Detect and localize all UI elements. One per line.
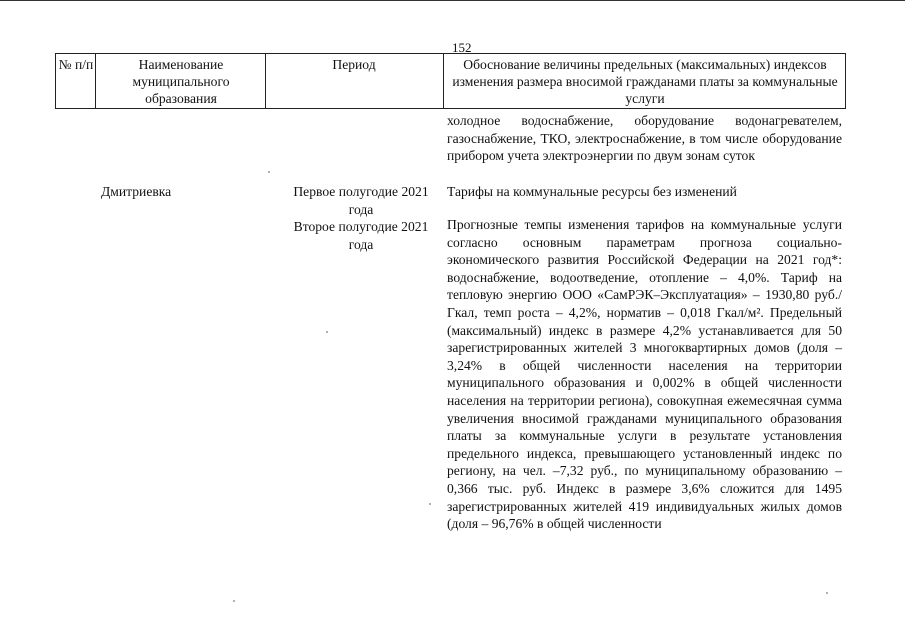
scan-speck: [326, 331, 328, 333]
justification-second-half: Прогнозные темпы изменения тарифов на коммунальные услуги согласно основным параметрам прогноза социально-экономического развития Российской Федерации на 2021 год*: водоснабжение, водоотведение, отопление – 4,0%. Тариф на тепловую энергию ООО «СамРЭК–Эксплуатация» – 1930,80 руб./Гкал, темп роста – 4,2%, норматив – 0,018 Гкал/м². Предельный (максимальный) индекс в размере 4,2% устанавливается для 50 зарегистрированных жителей 3 многоквартирных домов (доля – 3,24% в общей численности населения на территории муниципального образования и 0,002% в общей численности населения на территории региона), совокупная ежемесячная сумма увеличения вносимой гражданами муниципального образования платы за коммунальные услуги в результате установления предельного индекса, превышающего установленный индекс по региону, на чел. –7,32 руб., по муниципальному образованию – 0,366 тыс. руб. Индекс в размере 3,6% сложится для 1495 зарегистрированных жителей 419 индивидуальных жилых домов (доля – 96,76% в общей численности: [447, 217, 842, 532]
scan-speck: [429, 503, 431, 505]
municipality-name: Дмитриевка: [101, 184, 172, 199]
column-divider: [443, 54, 444, 108]
scan-speck: [826, 592, 828, 594]
column-divider: [95, 54, 96, 108]
period-second-half: Второе полугодие 2021 года: [293, 219, 429, 252]
page-number: 152: [452, 40, 472, 55]
column-divider: [265, 54, 266, 108]
table-header: [55, 53, 846, 109]
header-period: Период: [332, 57, 376, 72]
period-first-half: Первое полугодие 2021 года: [293, 184, 429, 217]
top-border: [0, 0, 905, 1]
scan-speck: [233, 600, 235, 602]
continuation-paragraph: холодное водоснабжение, оборудование водонагревателем, газоснабжение, ТКО, электроснабжение, в том числе оборудование прибором учета электроэнергии по двум зонам суток: [447, 113, 842, 164]
header-number: № п/п: [58, 57, 94, 72]
header-justification: Обоснование величины предельных (максимальных) индексов изменения размера вносимой гражданами платы за коммунальные услуги: [452, 57, 838, 106]
scan-speck: [268, 171, 270, 173]
header-municipality: Наименование муниципального образования: [132, 57, 230, 106]
justification-first-half: Тарифы на коммунальные ресурсы без изменений: [447, 184, 737, 199]
